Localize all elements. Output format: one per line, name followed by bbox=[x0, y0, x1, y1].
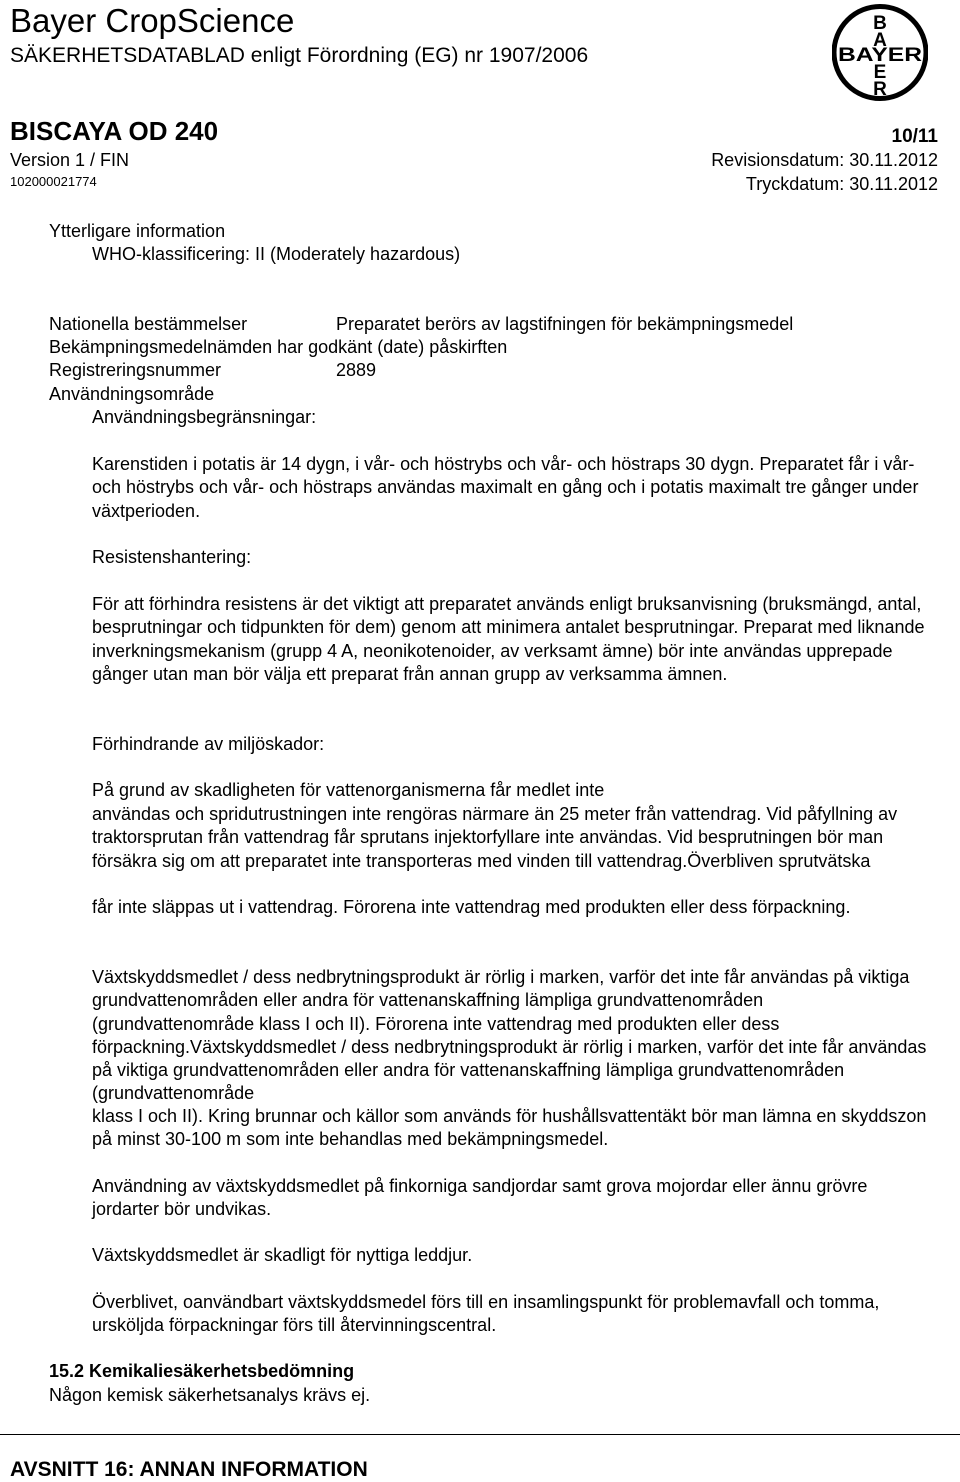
print-date: Tryckdatum: 30.11.2012 bbox=[745, 174, 938, 194]
beneficial-insects-text: Växtskyddsmedlet är skadligt för nyttiga leddjur. bbox=[92, 1245, 473, 1265]
section-16-title: AVSNITT 16: ANNAN INFORMATION bbox=[10, 1458, 368, 1481]
who-classification: WHO-klassificering: II (Moderately hazardous) bbox=[92, 244, 461, 264]
national-regulations-label: Nationella bestämmelser bbox=[49, 314, 248, 334]
resistance-label: Resistenshantering: bbox=[92, 547, 252, 567]
chemical-safety-text: Någon kemisk säkerhetsanalys krävs ej. bbox=[49, 1385, 371, 1405]
chemical-safety-heading: 15.2 Kemikaliesäkerhetsbedömning bbox=[49, 1361, 355, 1381]
registration-number: 2889 bbox=[336, 360, 377, 380]
environment-line2: användas och spridutrustningen inte rengöras närmare än 25 meter från vattendrag. Vid påfyllning av traktorsprutan från vattendrag får sprutans injektorfyllare inte användas. Vid besprutningen bör man försäkra sig om att preparatet inte transporteras med vinden till vattendrag.Överbliven sprutvätska bbox=[92, 804, 898, 871]
national-regulations-value: Preparatet berörs av lagstifningen för bekämpningsmedel bbox=[336, 314, 794, 334]
usage-limits-label: Användningsbegränsningar: bbox=[92, 407, 317, 427]
logo-letter-r: R bbox=[873, 79, 887, 100]
logo-letter-b: B bbox=[873, 13, 887, 34]
groundwater-text: Växtskyddsmedlet / dess nedbrytningsprodukt är rörlig i marken, varför det inte får användas på viktiga grundvattenområden eller andra för vattenanskaffning lämpliga grundvattenområden (grundvattenområde klass I och II). Förorena inte vattendrag med produkten eller dess förpackning.Växtskyddsmedlet / dess nedbrytningsprodukt är rörlig i marken, varför det inte får användas på viktiga grundvattenområden eller andra för vattenanskaffning lämpliga grundvattenområden (grundvattenområde bbox=[92, 967, 927, 1104]
section-divider bbox=[0, 1434, 960, 1435]
logo-letter-a: A bbox=[873, 30, 887, 51]
usage-area-label: Användningsområde bbox=[49, 384, 215, 404]
logo-wordmark: BAYER bbox=[838, 45, 923, 66]
page-number: 10/11 bbox=[891, 126, 938, 147]
logo-letter-e: E bbox=[873, 62, 887, 83]
environment-line1: På grund av skadligheten för vattenorganismerna får medlet inte bbox=[92, 780, 605, 800]
revision-date: Revisionsdatum: 30.11.2012 bbox=[711, 150, 938, 170]
sds-title: SÄKERHETSDATABLAD enligt Förordning (EG) nr 1907/2006 bbox=[10, 44, 589, 67]
bayer-logo bbox=[832, 2, 928, 103]
disposal-text: Överblivet, oanvändbart växtskyddsmedel förs till en insamlingspunkt för problemavfall och tomma, ursköljda förpackningar förs till återvinningscentral. bbox=[92, 1292, 880, 1336]
resistance-text: För att förhindra resistens är det viktigt att preparatet används enligt bruksanvisning (bruksmängd, antal, besprutningar och tidpunkten för dem) genom att minimera antalet besprutningar. Preparat med liknande inverkningsmekanism (grupp 4 A, neonikotenoider, av verksamt ämne) bör inte användas upprepade gånger utan man bör välja ett preparat från annan grupp av verksamma ämnen. bbox=[92, 594, 925, 684]
groundwater-text-continued: klass I och II). Kring brunnar och källor som används för hushållsvattentäkt bör man lämna en skyddszon på minst 30-100 m som inte behandlas med bekämpningsmedel. bbox=[92, 1106, 927, 1150]
environment-label: Förhindrande av miljöskador: bbox=[92, 734, 325, 754]
usage-limits-text: Karenstiden i potatis är 14 dygn, i vår- och höstrybs och vår- och höstraps 30 dygn. Preparatet får i vår- och höstrybs och vår- och höstraps användas maximalt en gång och i potatis maximalt tre gånger under växtperioden. bbox=[92, 454, 919, 521]
further-info-label: Ytterligare information bbox=[49, 221, 226, 241]
version-label: Version 1 / FIN bbox=[10, 150, 130, 170]
approval-line: Bekämpningsmedelnämden har godkänt (date) påskirften bbox=[49, 337, 508, 357]
document-number: 102000021774 bbox=[10, 174, 97, 189]
registration-label: Registreringsnummer bbox=[49, 360, 222, 380]
product-name: BISCAYA OD 240 bbox=[10, 116, 219, 146]
environment-line3: får inte släppas ut i vattendrag. Förorena inte vattendrag med produkten eller dess förpackning. bbox=[92, 897, 851, 917]
soil-text: Användning av växtskyddsmedlet på finkorniga sandjordar samt grova mojordar eller ännu grövre jordarter bör undvikas. bbox=[92, 1176, 868, 1220]
company-name: Bayer CropScience bbox=[10, 2, 295, 39]
